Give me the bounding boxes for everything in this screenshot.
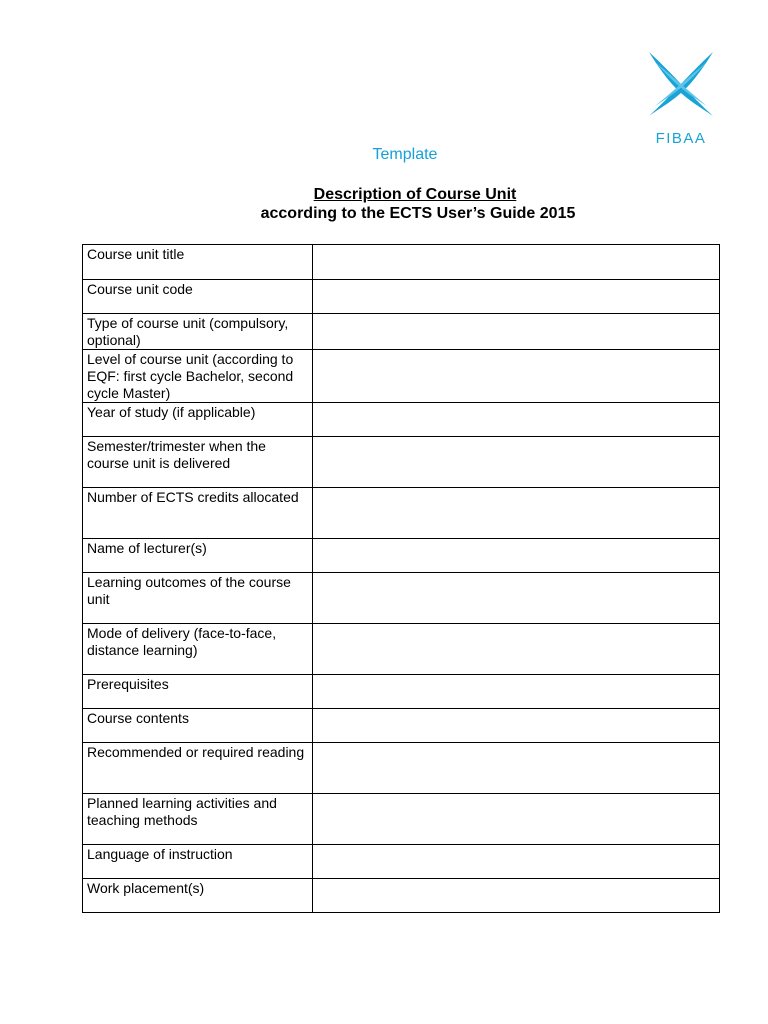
fibaa-logo: [636, 44, 726, 148]
logo-text: FIBAA: [655, 130, 707, 147]
row-value-field[interactable]: [313, 403, 720, 437]
row-value-field[interactable]: [313, 314, 720, 350]
table-row: [83, 488, 720, 539]
row-label: Prerequisites: [83, 675, 313, 709]
row-label: Number of ECTS credits allocated: [83, 488, 313, 539]
row-label: Name of lecturer(s): [83, 539, 313, 573]
row-value-field[interactable]: [313, 280, 720, 314]
table-row: [83, 794, 720, 845]
table-row: [83, 539, 720, 573]
row-value-field[interactable]: [313, 794, 720, 845]
row-label: Language of instruction: [83, 845, 313, 879]
table-row: [83, 845, 720, 879]
row-value-field[interactable]: [313, 743, 720, 794]
row-value-field[interactable]: [313, 573, 720, 624]
row-value-field[interactable]: [313, 245, 720, 280]
table-row: [83, 624, 720, 675]
table-row: [83, 314, 720, 350]
template-label: Template: [372, 146, 438, 163]
document-subtitle: according to the ECTS User’s Guide 2015: [260, 205, 576, 222]
document-title: Description of Course Unit: [313, 186, 517, 203]
course-unit-form-table: [82, 244, 720, 913]
table-row: [83, 437, 720, 488]
row-value-field[interactable]: [313, 350, 720, 403]
table-row: [83, 245, 720, 280]
row-label: Planned learning activities and teaching methods: [83, 794, 313, 845]
row-label: Recommended or required reading: [83, 743, 313, 794]
row-value-field[interactable]: [313, 709, 720, 743]
table-row: [83, 403, 720, 437]
row-label: Year of study (if applicable): [83, 403, 313, 437]
table-row: [83, 879, 720, 913]
row-value-field[interactable]: [313, 675, 720, 709]
table-row: [83, 675, 720, 709]
table-row: [83, 350, 720, 403]
row-label: Mode of delivery (face-to-face, distance learning): [83, 624, 313, 675]
table-row: [83, 280, 720, 314]
row-value-field[interactable]: [313, 539, 720, 573]
row-value-field[interactable]: [313, 879, 720, 913]
row-value-field[interactable]: [313, 845, 720, 879]
row-value-field[interactable]: [313, 624, 720, 675]
row-value-field[interactable]: [313, 488, 720, 539]
row-label: Course unit code: [83, 280, 313, 314]
row-label: Type of course unit (compulsory, optional): [83, 314, 313, 350]
table-row: [83, 573, 720, 624]
fibaa-x-logo-icon: [645, 48, 717, 120]
table-row: [83, 709, 720, 743]
row-label: Course contents: [83, 709, 313, 743]
row-value-field[interactable]: [313, 437, 720, 488]
table-row: [83, 743, 720, 794]
row-label: Learning outcomes of the course unit: [83, 573, 313, 624]
row-label: Course unit title: [83, 245, 313, 280]
row-label: Level of course unit (according to EQF: first cycle Bachelor, second cycle Master): [83, 350, 313, 403]
row-label: Work placement(s): [83, 879, 313, 913]
row-label: Semester/trimester when the course unit is delivered: [83, 437, 313, 488]
